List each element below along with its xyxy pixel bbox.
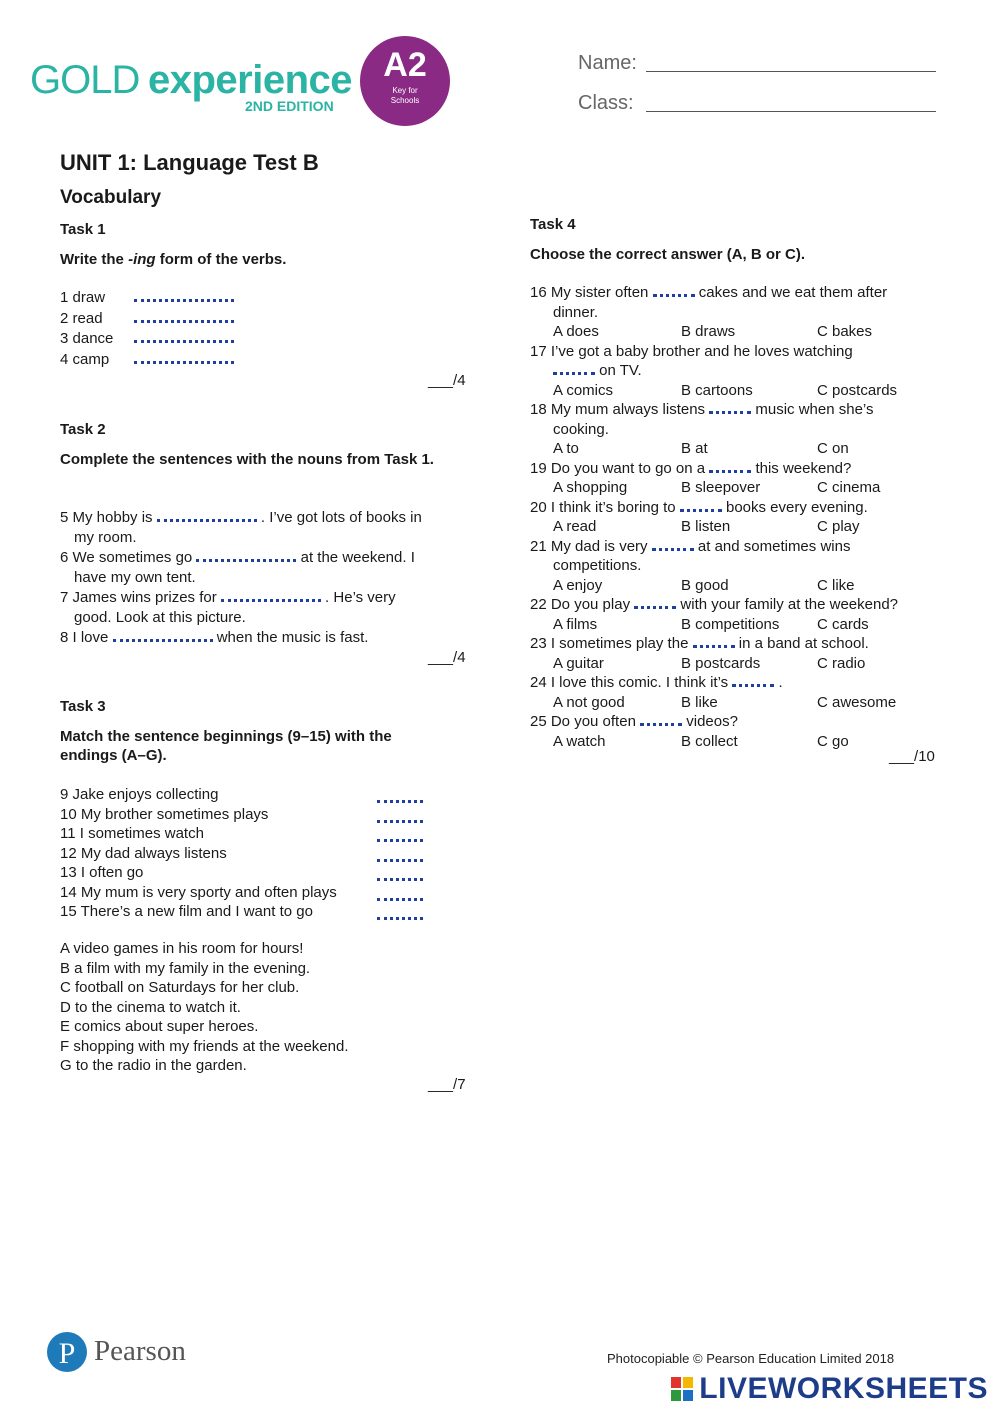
question-start: 17 I’ve got a baby brother and he loves watching [530, 342, 853, 360]
question-end: this weekend? [751, 459, 852, 477]
options-row [530, 439, 960, 459]
question-end: cakes and we eat them after [694, 284, 888, 301]
option-a[interactable]: A does [553, 323, 599, 340]
list-item [60, 628, 480, 648]
task3-endings [60, 939, 349, 1076]
task1-score: ___/4 [428, 372, 466, 389]
answer-blank[interactable] [134, 330, 234, 343]
list-item: 10 My brother sometimes plays [60, 805, 269, 823]
list-item: B a film with my family in the evening. [60, 959, 311, 977]
question-start: 18 My mum always listens [530, 401, 710, 418]
option-c[interactable]: C play [817, 518, 860, 535]
options-row [530, 322, 960, 342]
answer-blank[interactable] [196, 549, 296, 562]
answer-blank[interactable] [652, 538, 694, 551]
task4-score: ___/10 [889, 748, 935, 765]
option-a[interactable]: A guitar [553, 654, 604, 672]
question-end: books every evening. [721, 498, 868, 516]
answer-blank[interactable] [732, 674, 774, 687]
task1-instruction-em: -ing [128, 251, 156, 268]
question [530, 498, 960, 518]
option-a[interactable]: A watch [553, 732, 606, 750]
option-a[interactable]: A enjoy [553, 576, 603, 594]
option-a[interactable]: A films [553, 615, 598, 633]
list-item: E comics about super heroes. [60, 1018, 259, 1035]
brand-experience: experience [148, 58, 353, 102]
answer-blank[interactable] [113, 629, 213, 642]
task2-score: ___/4 [428, 649, 466, 666]
task3-instruction: Match the sentence beginnings (9–15) with the endings (A–G). [60, 728, 392, 764]
question-end: on TV. [595, 362, 642, 379]
name-field[interactable] [646, 70, 936, 72]
option-c[interactable]: C cinema [817, 479, 881, 496]
task4-heading: Task 4 [530, 216, 576, 233]
question-start: 20 I think it’s boring to [530, 498, 680, 516]
sentence-continuation: have my own tent. [74, 568, 196, 586]
option-a[interactable]: A shopping [553, 479, 628, 496]
task2-heading: Task 2 [60, 421, 106, 438]
question-end: at and sometimes wins [693, 537, 851, 555]
option-c[interactable]: C awesome [817, 693, 897, 711]
task1-verb: 2 read [60, 309, 103, 327]
task1-verb: 4 camp [60, 351, 110, 369]
list-item [60, 288, 234, 309]
page-title: UNIT 1: Language Test B [60, 150, 319, 175]
task1-list [60, 288, 234, 371]
question-end: music when she’s [751, 401, 874, 418]
answer-blank[interactable] [134, 310, 234, 323]
list-item [60, 508, 480, 528]
sentence-continuation: good. Look at this picture. [74, 608, 246, 626]
task1-instruction-post: form of the verbs. [155, 251, 287, 268]
option-c[interactable]: C cards [817, 615, 869, 633]
list-item: 11 I sometimes watch [60, 825, 204, 842]
option-b[interactable]: B cartoons [681, 381, 753, 399]
list-item: F shopping with my friends at the weekend. [60, 1037, 349, 1055]
task1-instruction [60, 250, 286, 269]
question-start: 22 Do you play [530, 596, 635, 613]
option-b[interactable]: B competitions [681, 615, 780, 633]
answer-blank[interactable] [709, 460, 751, 473]
section-title: Vocabulary [60, 187, 162, 208]
option-a[interactable]: A read [553, 518, 597, 535]
answer-blank[interactable] [377, 868, 423, 881]
list-item: 9 Jake enjoys collecting [60, 786, 219, 803]
task3-beginnings [60, 785, 337, 922]
option-b[interactable]: B at [681, 440, 708, 457]
question-continuation: competitions. [553, 557, 642, 574]
question [530, 342, 960, 362]
sentence-continuation: my room. [74, 528, 137, 546]
level-text: A2 [383, 46, 427, 84]
brand-gold: GOLD [30, 58, 140, 102]
option-b[interactable]: B collect [681, 732, 738, 750]
options-row [530, 615, 960, 635]
list-item: A video games in his room for hours! [60, 940, 304, 957]
task1-instruction-pre: Write the [60, 251, 129, 268]
svg-text:P: P [58, 1337, 76, 1370]
answer-blank[interactable] [377, 790, 423, 803]
options-row [530, 654, 960, 674]
answer-blank[interactable] [134, 351, 234, 364]
level-badge [360, 36, 450, 126]
option-b[interactable]: B like [681, 693, 718, 711]
task3-heading: Task 3 [60, 698, 106, 715]
task1-heading: Task 1 [60, 221, 106, 238]
answer-blank[interactable] [157, 509, 257, 522]
class-field[interactable] [646, 110, 936, 112]
options-row [530, 381, 960, 401]
task3-answer-blanks [377, 790, 423, 927]
option-b[interactable]: B listen [681, 518, 731, 535]
list-item [60, 329, 234, 350]
copyright-notice: Photocopiable © Pearson Education Limited 2018 [607, 1351, 895, 1366]
question [530, 283, 960, 303]
task4-questions [530, 283, 960, 751]
sentence-start: 7 James wins prizes for [60, 589, 221, 606]
answer-blank[interactable] [640, 713, 682, 726]
list-item [60, 309, 234, 330]
sentence-end: . I’ve got lots of books in [256, 509, 422, 526]
answer-blank[interactable] [709, 401, 751, 414]
option-c[interactable]: C radio [817, 654, 866, 672]
task1-verb: 3 dance [60, 330, 114, 348]
publisher-name: Pearson [94, 1335, 186, 1367]
list-item: G to the radio in the garden. [60, 1057, 247, 1074]
options-row [530, 478, 960, 498]
question [530, 712, 960, 732]
answer-blank[interactable] [693, 635, 735, 648]
question-end: with your family at the weekend? [676, 596, 899, 613]
options-row [530, 693, 960, 713]
sentence-start: 8 I love [60, 629, 113, 646]
option-c[interactable]: C on [817, 440, 849, 457]
answer-blank[interactable] [377, 829, 423, 842]
question-start: 23 I sometimes play the [530, 635, 693, 652]
option-a[interactable]: A comics [553, 381, 614, 399]
list-item [60, 548, 480, 568]
answer-blank[interactable] [634, 596, 676, 609]
task2-list [60, 508, 480, 648]
question-continuation: cooking. [553, 420, 609, 438]
question-end: in a band at school. [734, 635, 869, 652]
task1-verb: 1 draw [60, 289, 106, 306]
option-a[interactable]: A not good [553, 693, 625, 711]
pearson-logo-icon [46, 1330, 88, 1374]
class-label: Class: [578, 92, 634, 114]
option-c[interactable]: C bakes [817, 323, 873, 340]
option-b[interactable]: B sleepover [681, 479, 761, 496]
answer-blank[interactable] [134, 289, 234, 302]
answer-blank[interactable] [653, 284, 695, 297]
list-item: 15 There’s a new film and I want to go [60, 903, 313, 920]
question-start: 24 I love this comic. I think it’s [530, 674, 733, 691]
task2-instruction: Complete the sentences with the nouns from Task 1. [60, 451, 434, 468]
task4-instruction: Choose the correct answer (A, B or C). [530, 246, 806, 263]
list-item: C football on Saturdays for her club. [60, 979, 300, 996]
list-item [60, 588, 480, 608]
options-row [530, 517, 960, 537]
answer-blank[interactable] [553, 362, 595, 375]
option-a[interactable]: A to [553, 440, 579, 457]
level-sub1: Key for [392, 86, 418, 95]
question [530, 537, 960, 557]
option-b[interactable]: B draws [681, 323, 736, 340]
question-end: . [774, 674, 783, 691]
option-b[interactable]: B good [681, 576, 729, 594]
question-continuation [530, 361, 960, 381]
question [530, 595, 960, 615]
question-start: 21 My dad is very [530, 537, 652, 555]
list-item: 14 My mum is very sporty and often plays [60, 883, 337, 901]
sentence-start: 5 My hobby is [60, 509, 157, 526]
question-start: 19 Do you want to go on a [530, 459, 710, 477]
answer-blank[interactable] [377, 907, 423, 920]
answer-blank[interactable] [221, 589, 321, 602]
list-item [60, 350, 234, 371]
sentence-end: . He’s very [320, 589, 396, 606]
question-continuation: dinner. [553, 303, 599, 321]
brand-edition: 2ND EDITION [245, 98, 334, 114]
question-start: 16 My sister often [530, 284, 653, 301]
name-label: Name: [578, 52, 637, 74]
option-b[interactable]: B postcards [681, 654, 761, 672]
watermark [671, 1372, 988, 1406]
option-c[interactable]: C like [817, 576, 855, 594]
answer-blank[interactable] [377, 810, 423, 823]
sentence-start: 6 We sometimes go [60, 549, 197, 566]
question-end: videos? [682, 713, 738, 730]
level-sub2: Schools [390, 96, 420, 105]
option-c[interactable]: C postcards [817, 381, 898, 399]
answer-blank[interactable] [377, 888, 423, 901]
options-row [530, 576, 960, 596]
option-c[interactable]: C go [817, 732, 849, 750]
question [530, 673, 960, 693]
list-item: 12 My dad always listens [60, 844, 227, 862]
answer-blank[interactable] [680, 499, 722, 512]
question-start: 25 Do you often [530, 713, 641, 730]
answer-blank[interactable] [377, 849, 423, 862]
list-item: D to the cinema to watch it. [60, 998, 241, 1016]
sentence-end: when the music is fast. [212, 629, 369, 646]
question [530, 400, 960, 420]
question [530, 634, 960, 654]
task3-score: ___/7 [428, 1076, 466, 1093]
list-item: 13 I often go [60, 864, 144, 881]
liveworksheets-icon [671, 1377, 695, 1403]
question [530, 459, 960, 479]
sentence-end: at the weekend. I [296, 549, 415, 566]
watermark-text: LIVEWORKSHEETS [699, 1372, 988, 1405]
